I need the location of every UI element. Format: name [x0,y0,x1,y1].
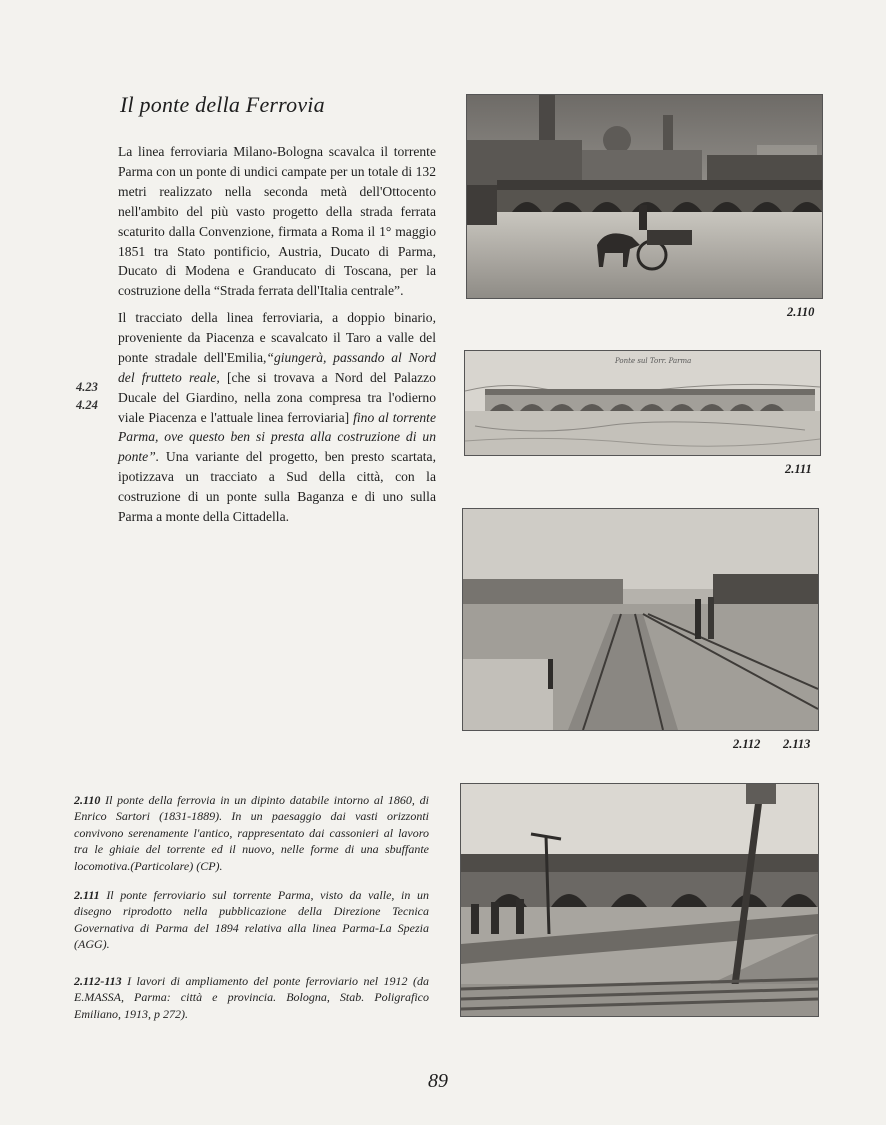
drawing-railway-bridge-image [464,350,821,456]
para2-quote-b: fino al torrente Parma, ove questo ben si presta alla costruzione di un ponte”. [118,409,436,465]
caption-2110 [74,792,429,874]
para2-text-c: [che si trovava a Nord del Palazzo Ducale del Giardino, nella zona compresa tra l'odierno viale Piacenza e l'attuale linea ferroviaria] [118,369,436,425]
caption-2110-number: 2.110 [74,793,101,807]
caption-2111-number: 2.111 [74,888,100,902]
para2-text-e: Una variante del progetto, ben presto scartata, ipotizzava un tracciato a Sud della città, con la costruzione di un ponte sulla Baganza e di uno sulla Parma a monte della Cittadella. [118,449,436,525]
para2-quote-a: “giungerà, passando al Nord del frutteto reale, [118,349,436,385]
page-number: 89 [428,1070,448,1092]
figure-number-2113: 2.113 [783,737,811,751]
body-paragraph-1: La linea ferroviaria Milano-Bologna scavalca il torrente Parma con un ponte di undici campate per un totale di 132 metri realizzato nella seconda metà dell'Ottocento nell'ambito del più vasto progetto della strada ferrata scaturito dalla Convenzione, firmata a Roma il 1° maggio 1851 tra Stato pontificio, Austria, Ducato di Parma, Ducato di Modena e Granducato di Toscana, per la costruzione della “Strada ferrata dell'Italia centrale”. [118,144,436,299]
caption-2112-text: I lavori di ampliamento del ponte ferroviario nel 1912 (da E.MASSA, Parma: città e provincia. Bologna, Stab. Poligrafico Emiliano, 1913, p 272). [74,974,429,1021]
caption-2111-text: Il ponte ferroviario sul torrente Parma, visto da valle, in un disegno riprodotto nella pubblicazione della Direzione Tecnica Governativa di Parma del 1894 relativa alla linea Parma-La Spezia (AGG). [74,888,429,952]
caption-2110-text: Il ponte della ferrovia in un dipinto databile intorno al 1860, di Enrico Sartori (1831-1889). In un paesaggio dai vasti orizzonti convivono serenamente l'antico, rappresentato dai cassonieri al lavoro tra le ghiaie del torrente ed il nuovo, nelle forme di una sbuffante locomotiva.(Particolare) (CP). [74,793,429,873]
figure-number-2112: 2.112 [733,737,761,751]
painting-railway-bridge-image [466,94,823,299]
margin-reference-423: 4.23 [76,380,98,394]
figure-number-2111: 2.111 [785,462,812,476]
margin-reference-424: 4.24 [76,398,98,412]
body-paragraph-2 [118,308,436,527]
bridge-construction-photo-image [460,783,819,1017]
caption-2111 [74,887,429,953]
caption-2112-113 [74,973,429,1022]
bridge-works-photo-image [462,508,819,731]
para2-text-a: Il tracciato della linea ferroviaria, a doppio binario, proveniente da Piacenza e scavalcato il Taro a valle del ponte stradale dell'Emilia, [118,310,436,365]
caption-2112-number: 2.112-113 [74,974,122,988]
drawing-inscription: Ponte sul Torr. Parma [615,357,692,365]
figure-number-2110: 2.110 [787,305,815,319]
section-title: Il ponte della Ferrovia [120,92,325,117]
